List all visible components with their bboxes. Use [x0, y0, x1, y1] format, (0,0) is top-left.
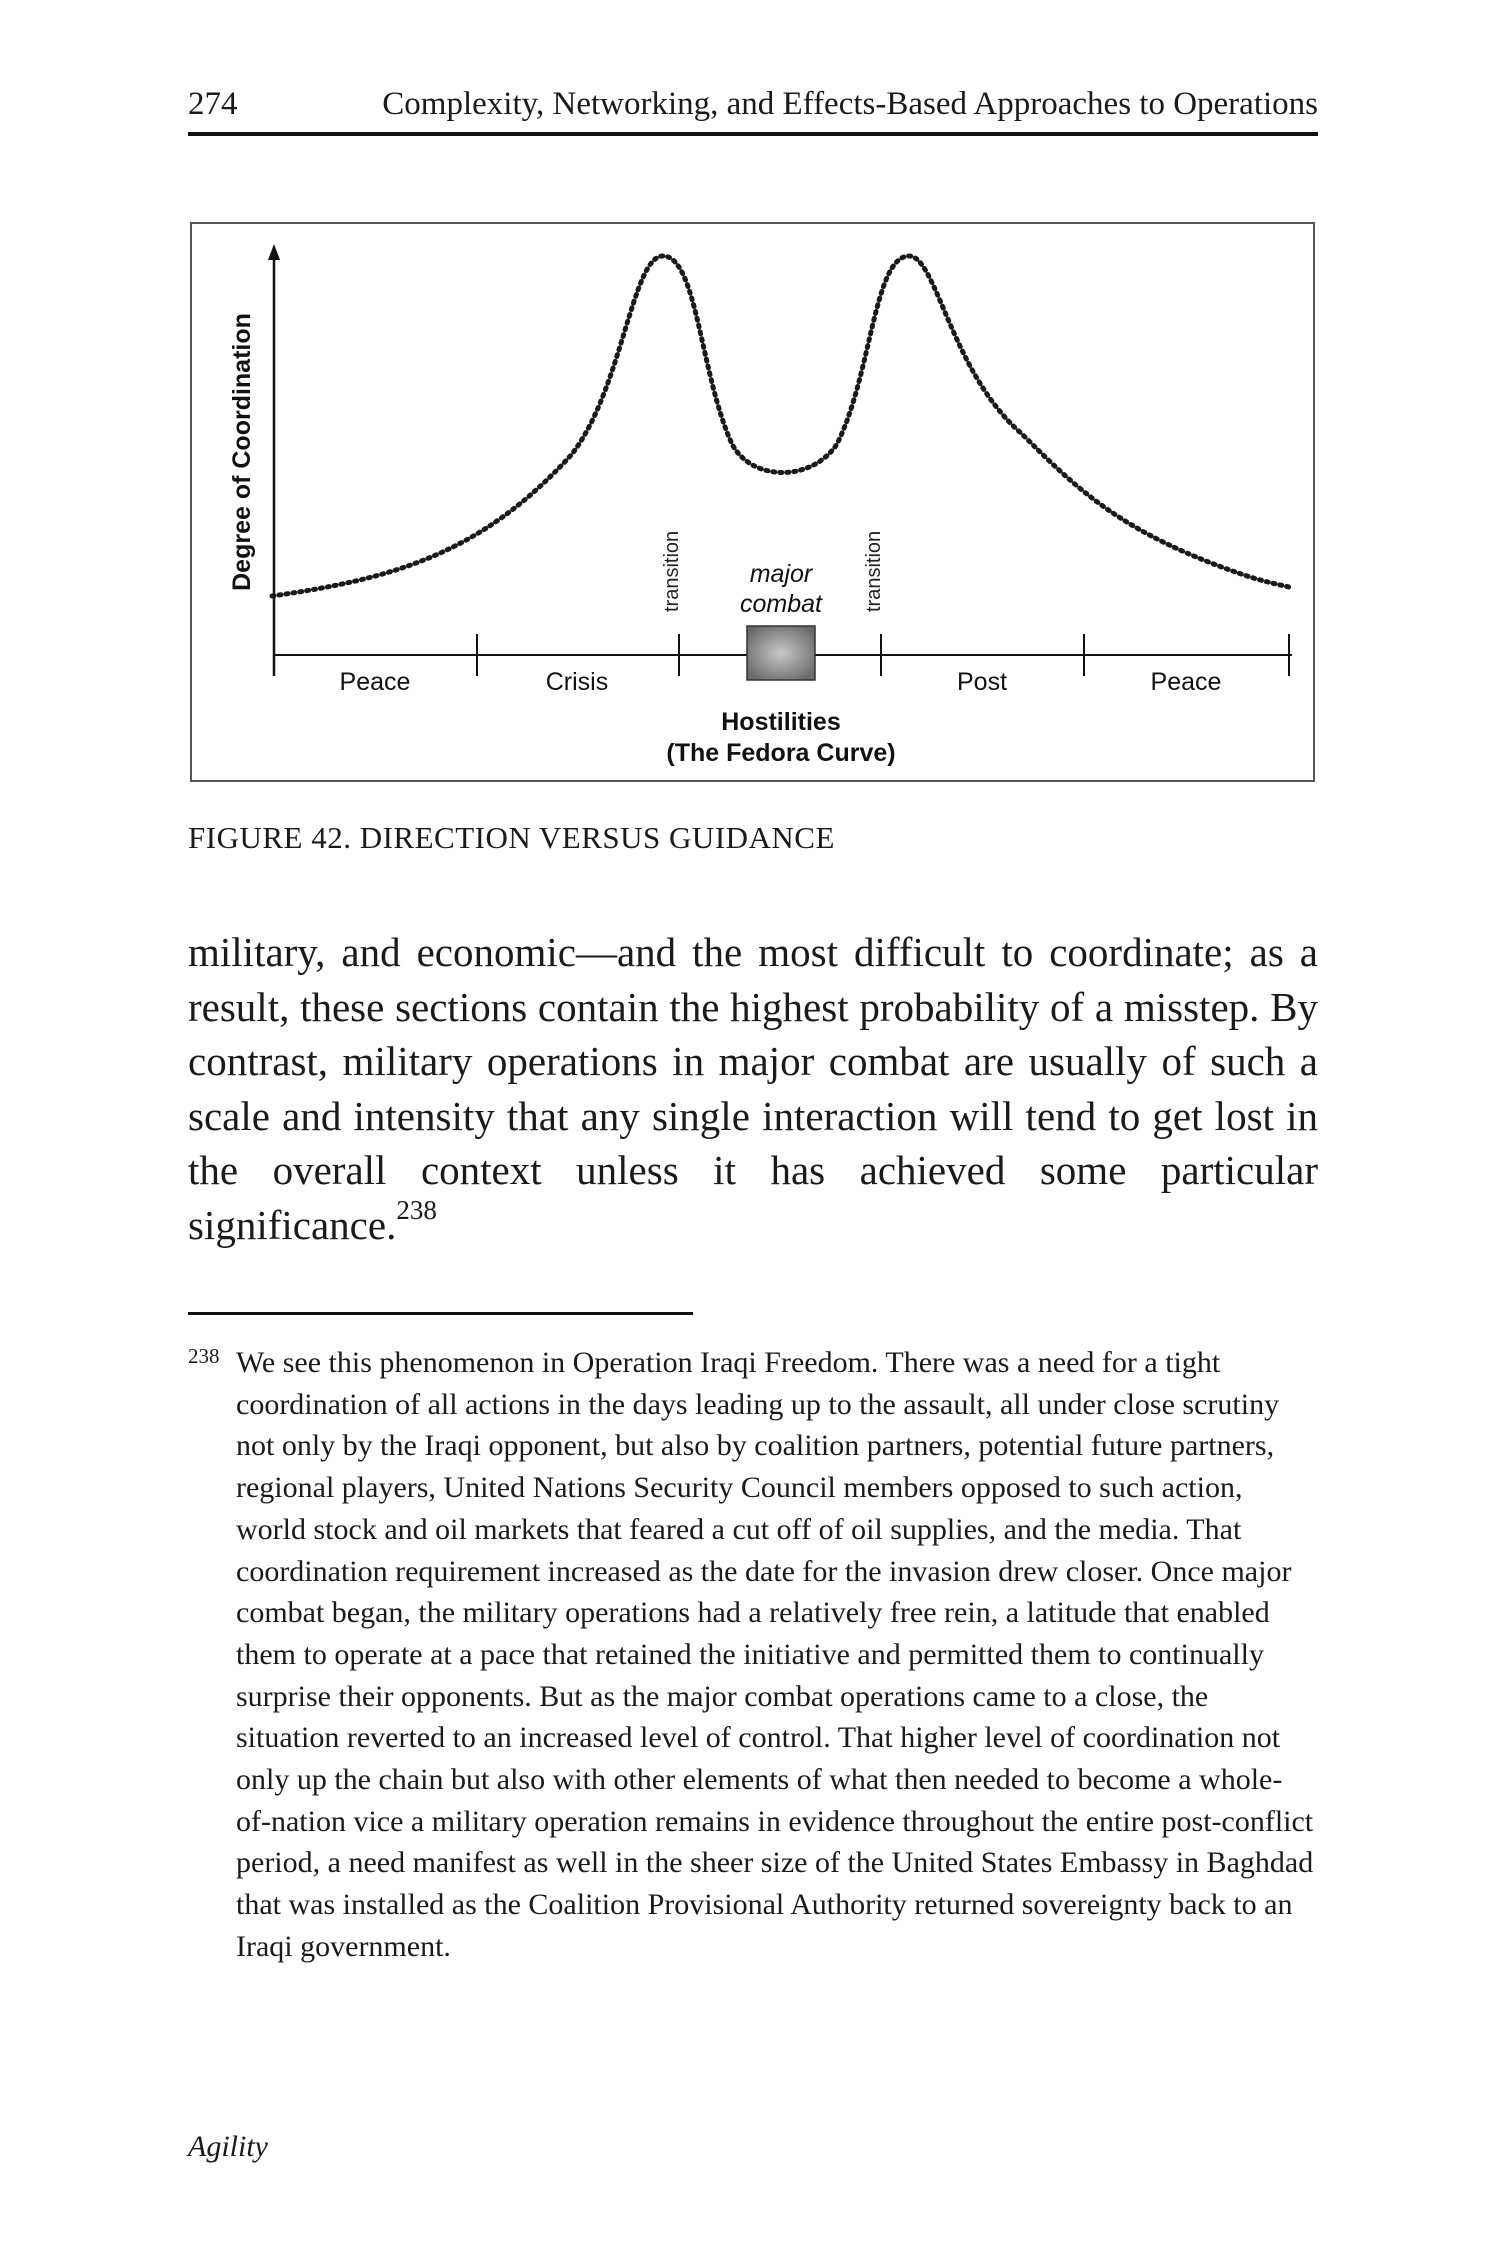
footnote-divider [188, 1312, 693, 1315]
running-head [188, 80, 1318, 136]
phase-label-post: Post [956, 668, 1008, 696]
figure-caption: FIGURE 42. DIRECTION VERSUS GUIDANCE [188, 820, 835, 855]
fedora-curve [272, 256, 1292, 596]
footnote [188, 1342, 1316, 1968]
major-combat-label-line1: major [749, 560, 813, 588]
x-axis-subtitle: (The Fedora Curve) [666, 739, 896, 767]
page-number: 274 [188, 86, 238, 122]
footnote-text: We see this phenomenon in Operation Iraqi Freedom. There was a need for a tight coordination of all actions in the days leading up to the assault, all under close scrutiny not only by the Iraqi opponent, but also by coalition partners, potential future partners, regional players, United Nations Security Council members opposed to such action, world stock and oil markets that feared a cut off of oil supplies, and the media. That coordination requirement increased as the date for the invasion drew closer. Once major combat began, the military operations had a relatively free rein, a latitude that enabled them to operate at a pace that retained the initiative and permitted them to continually surprise their opponents. But as the major combat operations came to a close, the situation reverted to an increased level of control. That higher level of coordination not only up the chain but also with other elements of what then needed to become a whole-of-nation vice a military operation remains in evidence throughout the entire post-conflict period, a need manifest as well in the sheer size of the United States Embassy in Baghdad that was installed as the Coalition Provisional Authority returned sovereignty back to an Iraqi government. [236, 1346, 1314, 1963]
phase-label-peace-start: Peace [339, 668, 411, 696]
phase-label-peace-end: Peace [1150, 668, 1222, 696]
fedora-curve-diagram [192, 224, 1317, 784]
transition-label-right: transition [863, 530, 885, 612]
body-paragraph-text: military, and economic—and the most difficult to coordinate; as a result, these sections contain the highest probability of a misstep. By contrast, military operations in major combat are usually of such a scale and intensity that any single interaction will tend to get lost in the overall context unless it has achieved some particular significance. [188, 929, 1318, 1248]
major-combat-box [747, 626, 815, 680]
y-axis-arrowhead [268, 244, 280, 260]
phase-label-crisis: Crisis [545, 668, 609, 696]
body-paragraph [188, 925, 1318, 1252]
y-axis-label: Degree of Coordination [228, 313, 256, 591]
footnote-reference[interactable]: 238 [396, 1194, 437, 1225]
major-combat-label-line2: combat [740, 590, 822, 618]
footer-series-title: Agility [188, 2130, 268, 2163]
footnote-number: 238 [188, 1344, 220, 1368]
x-axis-title: Hostilities [721, 708, 841, 736]
figure-frame [190, 222, 1315, 782]
transition-label-left: transition [661, 530, 683, 612]
running-title: Complexity, Networking, and Effects-Based Approaches to Operations [382, 86, 1318, 122]
